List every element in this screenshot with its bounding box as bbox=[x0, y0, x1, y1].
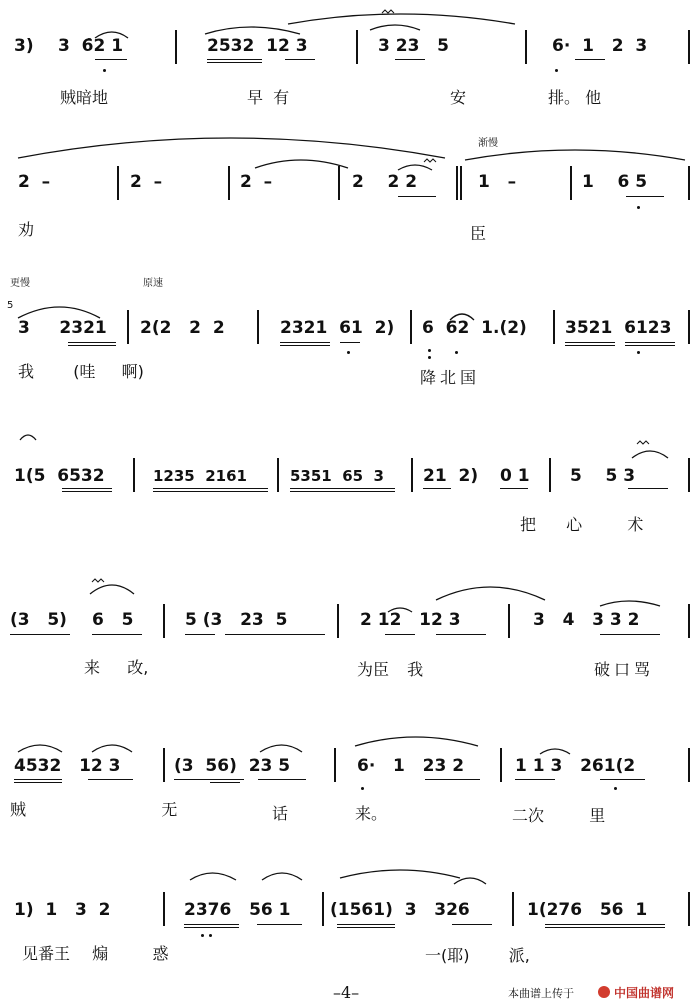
underline bbox=[258, 779, 306, 780]
underline bbox=[185, 634, 215, 635]
upload-note: 本曲谱上传于 bbox=[508, 987, 574, 1000]
bar-line bbox=[163, 892, 165, 926]
underline bbox=[280, 345, 330, 346]
note-group: 6· 1 23 2 bbox=[357, 756, 465, 776]
bar-line bbox=[549, 458, 551, 492]
underline bbox=[210, 782, 240, 783]
underline bbox=[174, 779, 244, 780]
underline bbox=[14, 782, 62, 783]
bar-line bbox=[257, 310, 259, 344]
note-group: 3 23 5 bbox=[378, 36, 449, 56]
low-dot bbox=[209, 934, 212, 937]
bar-line bbox=[512, 892, 514, 926]
lyric-text: 破口骂 bbox=[594, 660, 655, 679]
underline bbox=[290, 488, 395, 489]
tempo-mark: 原速 bbox=[143, 278, 163, 289]
bar-line bbox=[163, 604, 165, 638]
lyric-text: 贼暗地 bbox=[60, 88, 109, 107]
underline bbox=[425, 779, 480, 780]
underline bbox=[285, 59, 315, 60]
low-dot bbox=[455, 351, 458, 354]
underline bbox=[340, 342, 360, 343]
note-group: 6 62 1.(2) bbox=[422, 318, 527, 338]
underline bbox=[88, 779, 133, 780]
underline bbox=[95, 59, 127, 60]
note-group: 2 – bbox=[130, 172, 163, 192]
site-logo-icon bbox=[598, 986, 610, 998]
lyric-text: 话 bbox=[272, 804, 289, 823]
note-group: 5351 65 3 bbox=[290, 467, 384, 485]
bar-line bbox=[334, 748, 336, 782]
note-group: 1(276 56 1 bbox=[527, 900, 648, 920]
note-group: 4532 12 3 bbox=[14, 756, 121, 776]
underline bbox=[337, 924, 395, 925]
underline bbox=[515, 779, 555, 780]
bar-line bbox=[688, 604, 690, 638]
note-group: 2 2 2 bbox=[352, 172, 418, 192]
tempo-mark: 更慢 bbox=[10, 278, 30, 289]
note-group: 2 – bbox=[18, 172, 51, 192]
lyric-text: 来。 bbox=[355, 804, 388, 823]
underline bbox=[452, 924, 492, 925]
note-group: 1235 2161 bbox=[153, 467, 247, 485]
lyric-text: 降北国 bbox=[420, 368, 481, 387]
low-dot bbox=[555, 69, 558, 72]
low-dot bbox=[347, 351, 350, 354]
underline bbox=[626, 196, 664, 197]
lyric-text: 安 bbox=[450, 88, 467, 107]
underline bbox=[153, 488, 268, 489]
underline bbox=[628, 488, 668, 489]
underline bbox=[625, 342, 675, 343]
bar-line bbox=[411, 458, 413, 492]
bar-line bbox=[508, 604, 510, 638]
note-group: 3 2321 bbox=[18, 318, 107, 338]
underline bbox=[398, 196, 436, 197]
note-group: 6 5 bbox=[92, 610, 134, 630]
underline bbox=[545, 924, 665, 925]
low-dot bbox=[637, 351, 640, 354]
bar-line bbox=[127, 310, 129, 344]
bar-line bbox=[356, 30, 358, 64]
lyric-text: 排。 他 bbox=[548, 88, 602, 107]
note-group: 5 (3 23 5 bbox=[185, 610, 288, 630]
grace-note: 5 bbox=[7, 300, 14, 311]
bar-line bbox=[688, 748, 690, 782]
underline bbox=[184, 927, 239, 928]
underline bbox=[207, 59, 262, 60]
underline bbox=[257, 924, 302, 925]
note-group: 1 – bbox=[478, 172, 517, 192]
bar-line bbox=[133, 458, 135, 492]
low-dot bbox=[201, 934, 204, 937]
bar-line bbox=[338, 166, 340, 200]
note-group: 21 2) bbox=[423, 466, 479, 486]
bar-line bbox=[337, 604, 339, 638]
lyric-text: 贼 无 bbox=[10, 800, 178, 819]
tempo-mark: 渐慢 bbox=[478, 138, 498, 149]
note-group: (3 5) bbox=[10, 610, 67, 630]
low-dot bbox=[361, 787, 364, 790]
underline bbox=[500, 488, 528, 489]
note-group: 1 6 5 bbox=[582, 172, 648, 192]
note-group: (3 56) 23 5 bbox=[174, 756, 291, 776]
underline bbox=[565, 345, 615, 346]
underline bbox=[600, 779, 645, 780]
bar-line bbox=[688, 310, 690, 344]
bar-line bbox=[175, 30, 177, 64]
lyric-text: 臣 bbox=[470, 224, 487, 243]
lyric-text: 来 改, bbox=[84, 658, 149, 677]
underline bbox=[290, 491, 395, 492]
note-group: 0 1 bbox=[500, 466, 530, 486]
underline bbox=[423, 488, 451, 489]
site-name-link[interactable]: 中国曲谱网 bbox=[614, 986, 675, 1000]
lyric-text: 我 (哇 啊) bbox=[18, 362, 144, 381]
note-group: 6· 1 2 3 bbox=[552, 36, 648, 56]
lyric-text: 见番王 煽 惑 bbox=[22, 944, 169, 963]
underline bbox=[184, 924, 239, 925]
note-group: 3 6̇2 1 bbox=[58, 36, 124, 56]
bar-line bbox=[688, 458, 690, 492]
note-group: 1(5 6532 bbox=[14, 466, 105, 486]
bar-line bbox=[163, 748, 165, 782]
bar-line bbox=[322, 892, 324, 926]
bar-line bbox=[688, 166, 690, 200]
bar-line bbox=[460, 166, 462, 200]
low-dot bbox=[637, 206, 640, 209]
bar-line bbox=[688, 30, 690, 64]
low-dot bbox=[103, 69, 106, 72]
low-dot bbox=[428, 356, 431, 359]
underline bbox=[575, 59, 605, 60]
bar-line bbox=[570, 166, 572, 200]
underline bbox=[153, 491, 268, 492]
note-group: 3) bbox=[14, 36, 34, 56]
note-group: 1 1 3 261(2 bbox=[515, 756, 636, 776]
underline bbox=[280, 342, 330, 343]
underline bbox=[68, 342, 116, 343]
bar-line bbox=[525, 30, 527, 64]
underline bbox=[385, 634, 415, 635]
bar-line bbox=[500, 748, 502, 782]
underline bbox=[545, 927, 665, 928]
note-group: 2(2 2 2 bbox=[140, 318, 225, 338]
underline bbox=[62, 488, 112, 489]
underline bbox=[625, 345, 675, 346]
underline bbox=[207, 62, 262, 63]
low-dot bbox=[428, 349, 431, 352]
note-group: 1) 1 3 2 bbox=[14, 900, 111, 920]
note-group: 2321 61 2) bbox=[280, 318, 395, 338]
lyric-text: 为臣 我 bbox=[357, 660, 424, 679]
bar-line bbox=[553, 310, 555, 344]
underline bbox=[92, 634, 142, 635]
note-group: 2532 12 3 bbox=[207, 36, 308, 56]
bar-line bbox=[410, 310, 412, 344]
underline bbox=[436, 634, 486, 635]
underline bbox=[68, 345, 116, 346]
note-group: 2 – bbox=[240, 172, 273, 192]
underline bbox=[225, 634, 325, 635]
underline bbox=[62, 491, 112, 492]
bar-line bbox=[456, 166, 458, 200]
bar-line bbox=[228, 166, 230, 200]
underline bbox=[565, 342, 615, 343]
bar-line bbox=[688, 892, 690, 926]
note-group: (1561) 3 326 bbox=[330, 900, 470, 920]
lyric-text: 二次 里 bbox=[512, 806, 606, 825]
note-group: 5 5 3 bbox=[570, 466, 636, 486]
lyric-text: 劝 bbox=[18, 220, 35, 239]
underline bbox=[10, 634, 70, 635]
note-group: 2376 56 1 bbox=[184, 900, 291, 920]
lyric-text: 把 心 术 bbox=[520, 515, 644, 534]
lyric-text: 一(耶) 派, bbox=[425, 946, 530, 965]
note-group: 3521 6123 bbox=[565, 318, 672, 338]
note-group: 3 4 3 3 2 bbox=[533, 610, 640, 630]
lyric-text: 早 有 bbox=[247, 88, 290, 107]
bar-line bbox=[117, 166, 119, 200]
bar-line bbox=[277, 458, 279, 492]
low-dot bbox=[614, 787, 617, 790]
page-number: –4– bbox=[333, 983, 360, 1002]
underline bbox=[395, 59, 425, 60]
underline bbox=[337, 927, 395, 928]
underline bbox=[14, 779, 62, 780]
note-group: 2 12 12 3 bbox=[360, 610, 461, 630]
underline bbox=[600, 634, 660, 635]
